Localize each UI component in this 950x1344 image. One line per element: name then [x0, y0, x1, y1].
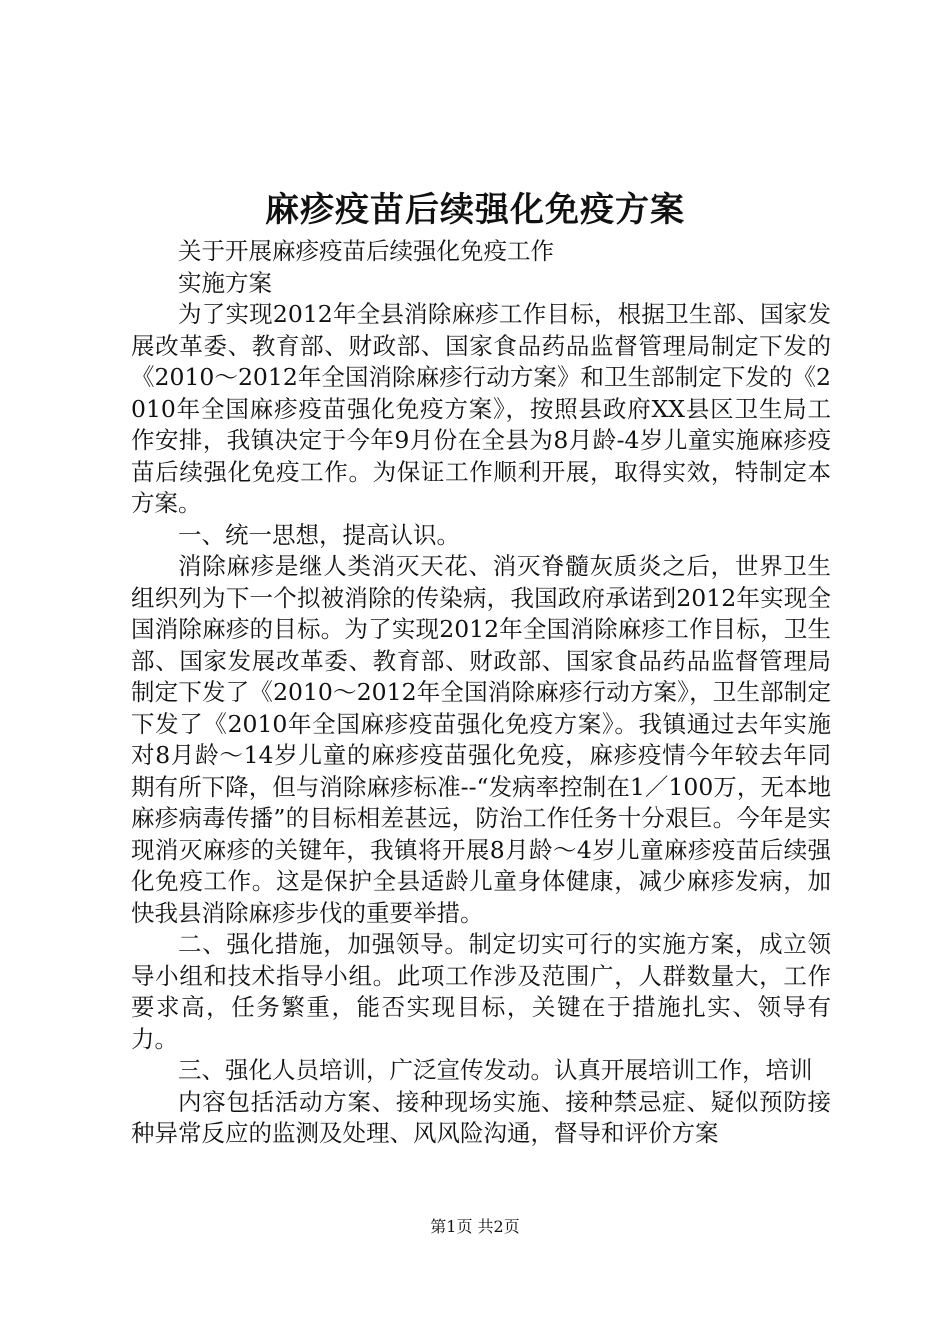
document-body	[131, 236, 831, 1150]
page-number-footer: 第1页 共2页	[430, 1217, 520, 1236]
subtitle-line-1: 关于开展麻疹疫苗后续强化免疫工作	[178, 237, 554, 265]
section-heading-1: 一、统一思想，提高认识。	[178, 520, 460, 549]
training-content-paragraph: 内容包括活动方案、接种现场实施、接种禁忌症、疑似预防接种异常反应的监测及处理、风风险沟通，督导和评价方案	[131, 1087, 831, 1147]
subtitle-line-2: 实施方案	[178, 268, 272, 297]
section-2-paragraph: 二、强化措施，加强领导。制定切实可行的实施方案，成立领导小组和技术指导小组。此项工作涉及范围广，人群数量大，工作要求高，任务繁重，能否实现目标，关键在于措施扎实、领导有力。	[131, 930, 831, 1053]
section-1-paragraph: 消除麻疹是继人类消灭天花、消灭脊髓灰质炎之后，世界卫生组织列为下一个拟被消除的传染病，我国政府承诺到2012年实现全国消除麻疹的目标。为了实现2012年全国消除麻疹工作目标，卫生部、国家发展改革委、教育部、财政部、国家食品药品监督管理局制定下发了《2010～2012年全国消除麻疹行动方案》，卫生部制定下发了《2010年全国麻疹疫苗强化免疫方案》。我镇通过去年实施对8月龄～14岁儿童的麻疹疫苗强化免疫，麻疹疫情今年较去年同期有所下降，但与消除麻疹标准--“发病率控制在1／100万，无本地麻疹病毒传播”的目标相差甚远，防治工作任务十分艰巨。今年是实现消灭麻疹的关键年，我镇将开展8月龄～4岁儿童麻疹疫苗后续强化免疫工作。这是保护全县适龄儿童身体健康，减少麻疹发病，加快我县消除麻疹步伐的重要举措。	[131, 552, 831, 927]
intro-paragraph: 为了实现2012年全县消除麻疹工作目标，根据卫生部、国家发展改革委、教育部、财政部、国家食品药品监督管理局制定下发的《2010～2012年全国消除麻疹行动方案》和卫生部制定下发的《2010年全国麻疹疫苗强化免疫方案》，按照县政府XX县区卫生局工作安排，我镇决定于今年9月份在全县为8月龄-4岁儿童实施麻疹疫苗后续强化免疫工作。为保证工作顺利开展，取得实效，特制定本方案。	[131, 300, 831, 517]
section-3-paragraph: 三、强化人员培训，广泛宣传发动。认真开展培训工作，培训	[178, 1056, 813, 1084]
document-title: 麻疹疫苗后续强化免疫方案	[265, 190, 685, 230]
